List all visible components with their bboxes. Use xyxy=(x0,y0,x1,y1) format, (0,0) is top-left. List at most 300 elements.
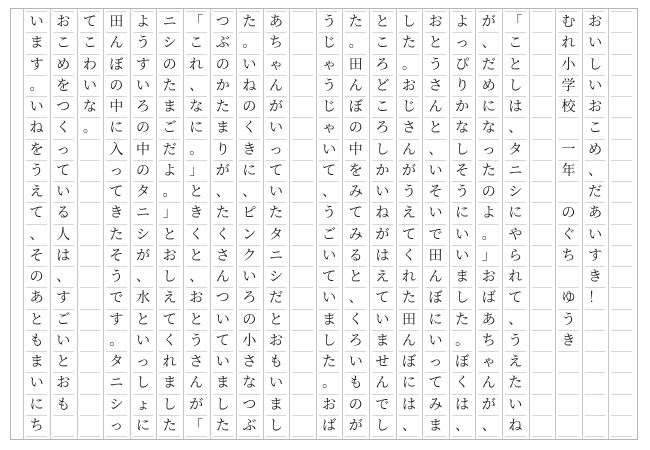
grid-cell: ま xyxy=(425,416,446,437)
grid-cell: た xyxy=(266,203,287,224)
grid-cell xyxy=(292,288,313,309)
grid-cell xyxy=(532,11,553,33)
grid-cell: も xyxy=(345,373,366,394)
grid-cell xyxy=(585,331,606,352)
grid-cell xyxy=(80,161,101,182)
grid-cell: シ xyxy=(106,395,127,416)
grid-cell: い xyxy=(239,55,260,76)
grid-cell: で xyxy=(425,225,446,246)
grid-cell: 田 xyxy=(425,246,446,267)
grid-cell: 、 xyxy=(585,161,606,182)
grid-cell: 。 xyxy=(478,225,499,246)
grid-cell: ク xyxy=(239,246,260,267)
grid-cell: お xyxy=(585,97,606,118)
grid-cell: タ xyxy=(106,352,127,373)
grid-cell: つ xyxy=(213,11,234,33)
grid-cell: く xyxy=(159,331,180,352)
grid-cell: と xyxy=(186,310,207,331)
grid-cell: し xyxy=(585,55,606,76)
text-column xyxy=(77,9,104,439)
grid-cell: を xyxy=(345,161,366,182)
grid-cell: 、 xyxy=(213,182,234,203)
grid-cell: す xyxy=(53,288,74,309)
grid-cell: っ xyxy=(478,140,499,161)
grid-cell xyxy=(292,118,313,139)
grid-cell xyxy=(292,140,313,161)
grid-cell: ぼ xyxy=(399,352,420,373)
text-column xyxy=(502,9,529,439)
grid-cell: ん xyxy=(425,267,446,288)
grid-cell: て xyxy=(319,267,340,288)
grid-cell: 、 xyxy=(239,182,260,203)
grid-cell: と xyxy=(266,310,287,331)
grid-cell: う xyxy=(558,310,579,331)
text-column xyxy=(342,9,369,439)
grid-cell: あ xyxy=(585,203,606,224)
grid-cell: つ xyxy=(239,395,260,416)
grid-cell xyxy=(53,416,74,437)
grid-cell: っ xyxy=(452,33,473,54)
grid-cell: 」 xyxy=(186,161,207,182)
grid-cell: き xyxy=(106,203,127,224)
grid-cell: い xyxy=(425,203,446,224)
grid-cell: 、 xyxy=(425,140,446,161)
grid-cell: ん xyxy=(399,140,420,161)
grid-cell: あ xyxy=(266,11,287,33)
grid-cell: ま xyxy=(213,373,234,394)
grid-cell: な xyxy=(452,118,473,139)
text-column xyxy=(210,9,237,439)
text-column xyxy=(236,9,263,439)
grid-cell: こ xyxy=(186,33,207,54)
grid-cell xyxy=(80,267,101,288)
grid-cell xyxy=(585,352,606,373)
grid-cell: は xyxy=(53,246,74,267)
grid-cell: タ xyxy=(266,225,287,246)
grid-cell: て xyxy=(213,331,234,352)
grid-cell: ち xyxy=(266,33,287,54)
grid-cell: い xyxy=(319,246,340,267)
grid-cell: の xyxy=(133,118,154,139)
grid-cell: っ xyxy=(53,140,74,161)
grid-cell: は xyxy=(505,97,526,118)
grid-cell: 。 xyxy=(26,76,47,97)
text-column xyxy=(449,9,476,439)
grid-cell xyxy=(292,373,313,394)
grid-cell: し xyxy=(159,395,180,416)
grid-cell: ろ xyxy=(372,55,393,76)
grid-cell: き xyxy=(239,140,260,161)
grid-cell: ニ xyxy=(159,11,180,33)
grid-cell: 。 xyxy=(159,182,180,203)
grid-cell: て xyxy=(319,161,340,182)
grid-cell xyxy=(80,416,101,437)
grid-cell: き xyxy=(558,331,579,352)
grid-cell: 、 xyxy=(478,33,499,54)
grid-cell: っ xyxy=(266,140,287,161)
grid-cell: ま xyxy=(319,310,340,331)
grid-cell xyxy=(611,225,632,246)
grid-cell: ぶ xyxy=(239,416,260,437)
grid-cell: ニ xyxy=(266,246,287,267)
grid-cell: れ xyxy=(505,267,526,288)
grid-cell xyxy=(80,352,101,373)
grid-cell: あ xyxy=(478,310,499,331)
grid-cell: す xyxy=(585,246,606,267)
text-column xyxy=(582,9,609,439)
grid-cell: か xyxy=(372,161,393,182)
grid-cell: く xyxy=(186,225,207,246)
grid-cell: た xyxy=(452,310,473,331)
grid-cell: つ xyxy=(213,288,234,309)
grid-cell xyxy=(585,373,606,394)
grid-cell: い xyxy=(505,395,526,416)
grid-cell: し xyxy=(399,11,420,33)
grid-cell: じ xyxy=(319,33,340,54)
grid-cell: え xyxy=(399,203,420,224)
grid-cell xyxy=(532,395,553,416)
grid-cell: い xyxy=(425,331,446,352)
grid-cell: ま xyxy=(266,395,287,416)
grid-cell: ま xyxy=(452,267,473,288)
grid-cell: が xyxy=(372,225,393,246)
grid-cell: こ xyxy=(372,97,393,118)
grid-cell xyxy=(80,373,101,394)
grid-cell: 入 xyxy=(106,140,127,161)
grid-cell xyxy=(558,267,579,288)
grid-cell: お xyxy=(266,331,287,352)
grid-cell xyxy=(585,395,606,416)
grid-cell xyxy=(532,246,553,267)
grid-cell: 田 xyxy=(106,11,127,33)
grid-cell: 。 xyxy=(80,118,101,139)
grid-cell xyxy=(611,416,632,437)
grid-cell: こ xyxy=(80,33,101,54)
text-column xyxy=(103,9,130,439)
grid-cell: い xyxy=(26,11,47,33)
grid-cell: た xyxy=(399,288,420,309)
grid-cell: と xyxy=(345,267,366,288)
grid-cell: う xyxy=(399,182,420,203)
grid-cell: な xyxy=(478,118,499,139)
grid-cell: い xyxy=(133,331,154,352)
grid-cell: て xyxy=(372,288,393,309)
grid-cell: み xyxy=(345,225,366,246)
grid-cell: く xyxy=(452,373,473,394)
grid-cell: ニ xyxy=(505,161,526,182)
grid-cell: い xyxy=(239,267,260,288)
grid-cell: を xyxy=(53,76,74,97)
grid-cell: ん xyxy=(372,373,393,394)
grid-cell: そ xyxy=(425,182,446,203)
grid-cell: は xyxy=(372,246,393,267)
grid-cell: す xyxy=(26,55,47,76)
grid-cell: い xyxy=(266,182,287,203)
grid-cell xyxy=(611,55,632,76)
grid-cell: そ xyxy=(452,161,473,182)
grid-cell: に xyxy=(425,310,446,331)
grid-cell: れ xyxy=(558,33,579,54)
grid-cell: ま xyxy=(159,97,180,118)
grid-cell: 人 xyxy=(53,225,74,246)
grid-cell xyxy=(532,182,553,203)
grid-cell: を xyxy=(26,140,47,161)
grid-cell: タ xyxy=(133,182,154,203)
grid-cell: て xyxy=(53,161,74,182)
grid-cell: つ xyxy=(53,97,74,118)
grid-cell xyxy=(558,395,579,416)
grid-cell: に xyxy=(186,118,207,139)
grid-cell: み xyxy=(345,182,366,203)
grid-cell: 、 xyxy=(26,225,47,246)
grid-cell: め xyxy=(585,140,606,161)
grid-cell: に xyxy=(26,395,47,416)
grid-cell: っ xyxy=(425,352,446,373)
grid-cell: し xyxy=(452,140,473,161)
grid-cell: た xyxy=(319,352,340,373)
grid-cell xyxy=(292,416,313,437)
grid-cell: っ xyxy=(106,161,127,182)
grid-cell: 中 xyxy=(106,97,127,118)
grid-cell xyxy=(532,33,553,54)
grid-cell: と xyxy=(159,225,180,246)
grid-cell: と xyxy=(505,55,526,76)
grid-cell: 、 xyxy=(345,288,366,309)
grid-cell: ピ xyxy=(239,203,260,224)
grid-cell: る xyxy=(345,246,366,267)
grid-cell: と xyxy=(53,352,74,373)
grid-cell: い xyxy=(213,352,234,373)
grid-cell: が xyxy=(478,11,499,33)
grid-cell: た xyxy=(106,225,127,246)
grid-cell xyxy=(532,140,553,161)
grid-cell: た xyxy=(213,203,234,224)
grid-cell: ん xyxy=(345,76,366,97)
grid-cell: ぼ xyxy=(106,55,127,76)
grid-cell: い xyxy=(80,76,101,97)
grid-cell: こ xyxy=(372,33,393,54)
grid-cell: と xyxy=(26,310,47,331)
grid-cell: に xyxy=(452,203,473,224)
text-column xyxy=(422,9,449,439)
grid-cell xyxy=(292,331,313,352)
grid-cell: に xyxy=(478,97,499,118)
grid-cell xyxy=(532,352,553,373)
grid-cell: 校 xyxy=(558,97,579,118)
grid-cell: の xyxy=(159,55,180,76)
grid-cell: い xyxy=(133,76,154,97)
grid-cell: だ xyxy=(585,182,606,203)
grid-cell: よ xyxy=(159,161,180,182)
grid-cell: ど xyxy=(372,76,393,97)
grid-cell: ご xyxy=(53,310,74,331)
grid-cell: す xyxy=(106,310,127,331)
grid-cell: く xyxy=(239,118,260,139)
grid-cell: じ xyxy=(319,97,340,118)
grid-cell: し xyxy=(372,416,393,437)
grid-cell: い xyxy=(53,182,74,203)
grid-cell xyxy=(532,288,553,309)
grid-cell: て xyxy=(266,161,287,182)
grid-cell: い xyxy=(319,140,340,161)
text-column xyxy=(23,9,50,439)
grid-cell: な xyxy=(239,373,260,394)
grid-cell: し xyxy=(372,140,393,161)
grid-cell: じ xyxy=(399,97,420,118)
grid-cell: 。 xyxy=(399,55,420,76)
grid-cell: え xyxy=(372,267,393,288)
grid-cell: そ xyxy=(106,246,127,267)
grid-cell: に xyxy=(399,373,420,394)
grid-cell: 、 xyxy=(505,118,526,139)
grid-cell: よ xyxy=(133,11,154,33)
text-column xyxy=(130,9,157,439)
text-column xyxy=(608,9,635,439)
grid-cell xyxy=(611,288,632,309)
grid-cell: な xyxy=(186,97,207,118)
grid-cell: 中 xyxy=(345,140,366,161)
grid-cell: お xyxy=(478,267,499,288)
text-column xyxy=(369,9,396,439)
grid-cell: お xyxy=(53,11,74,33)
grid-cell: ご xyxy=(159,118,180,139)
grid-cell xyxy=(611,76,632,97)
grid-cell: シ xyxy=(159,33,180,54)
grid-cell: し xyxy=(266,416,287,437)
grid-cell: っ xyxy=(106,416,127,437)
grid-cell: し xyxy=(159,267,180,288)
grid-cell: 中 xyxy=(133,140,154,161)
grid-cell: こ xyxy=(53,33,74,54)
grid-cell: れ xyxy=(159,352,180,373)
grid-cell: 。 xyxy=(239,33,260,54)
grid-cell: と xyxy=(133,310,154,331)
grid-cell xyxy=(292,11,313,33)
grid-cell: は xyxy=(452,395,473,416)
grid-cell: て xyxy=(80,11,101,33)
grid-cell: と xyxy=(425,33,446,54)
grid-cell: だ xyxy=(266,288,287,309)
grid-cell xyxy=(611,267,632,288)
grid-cell xyxy=(532,373,553,394)
grid-cell: ん xyxy=(186,373,207,394)
grid-cell xyxy=(611,11,632,33)
grid-cell xyxy=(558,182,579,203)
grid-cell xyxy=(292,352,313,373)
grid-cell: 小 xyxy=(558,55,579,76)
grid-cell: ろ xyxy=(133,97,154,118)
grid-cell: ん xyxy=(478,373,499,394)
grid-cell: き xyxy=(186,203,207,224)
grid-cell: と xyxy=(186,182,207,203)
grid-cell xyxy=(611,352,632,373)
grid-cell: ん xyxy=(425,97,446,118)
text-column xyxy=(263,9,290,439)
grid-cell: が xyxy=(399,161,420,182)
grid-cell: お xyxy=(399,76,420,97)
grid-cell: い xyxy=(266,373,287,394)
grid-cell: り xyxy=(213,140,234,161)
grid-cell: ん xyxy=(266,76,287,97)
grid-cell: ゃ xyxy=(478,352,499,373)
grid-cell xyxy=(558,416,579,437)
grid-cell: く xyxy=(399,246,420,267)
grid-cell: 田 xyxy=(345,55,366,76)
grid-cell: シ xyxy=(133,225,154,246)
grid-cell: タ xyxy=(505,140,526,161)
grid-cell: で xyxy=(106,288,127,309)
grid-cell: た xyxy=(213,416,234,437)
grid-cell: ぴ xyxy=(452,55,473,76)
grid-cell: 学 xyxy=(558,76,579,97)
grid-cell: ン xyxy=(239,225,260,246)
grid-cell: ま xyxy=(26,33,47,54)
grid-cell: う xyxy=(452,182,473,203)
grid-cell xyxy=(80,203,101,224)
grid-cell: さ xyxy=(399,118,420,139)
grid-cell: ぼ xyxy=(345,97,366,118)
grid-cell: さ xyxy=(425,76,446,97)
grid-cell: た xyxy=(159,416,180,437)
grid-cell: ゆ xyxy=(558,288,579,309)
text-column xyxy=(396,9,423,439)
grid-cell: わ xyxy=(80,55,101,76)
grid-cell: 「 xyxy=(186,11,207,33)
grid-cell: う xyxy=(186,331,207,352)
grid-cell: が xyxy=(186,395,207,416)
grid-cell: し xyxy=(505,76,526,97)
grid-cell: ろ xyxy=(239,288,260,309)
grid-cell: 、 xyxy=(53,267,74,288)
grid-cell: う xyxy=(425,55,446,76)
grid-cell xyxy=(292,161,313,182)
grid-cell: せ xyxy=(372,352,393,373)
grid-cell xyxy=(532,76,553,97)
grid-cell: が xyxy=(213,161,234,182)
grid-cell xyxy=(611,395,632,416)
grid-cell xyxy=(532,310,553,331)
grid-cell: の xyxy=(213,55,234,76)
grid-cell xyxy=(611,118,632,139)
grid-cell: え xyxy=(159,288,180,309)
grid-cell: お xyxy=(585,11,606,33)
grid-cell: て xyxy=(106,182,127,203)
grid-cell: に xyxy=(505,203,526,224)
grid-cell: い xyxy=(26,97,47,118)
grid-cell: 。 xyxy=(452,331,473,352)
grid-cell: た xyxy=(159,76,180,97)
grid-cell xyxy=(532,161,553,182)
grid-cell: い xyxy=(53,331,74,352)
manuscript-columns xyxy=(23,9,635,439)
grid-cell: し xyxy=(133,373,154,394)
grid-cell: ぼ xyxy=(425,288,446,309)
grid-cell: う xyxy=(319,11,340,33)
grid-cell: ろ xyxy=(345,331,366,352)
grid-cell: い xyxy=(213,310,234,331)
grid-cell xyxy=(532,55,553,76)
grid-cell: た xyxy=(239,11,260,33)
grid-cell xyxy=(532,267,553,288)
grid-cell xyxy=(80,288,101,309)
grid-cell: し xyxy=(213,395,234,416)
grid-cell: の xyxy=(106,76,127,97)
grid-cell: の xyxy=(133,161,154,182)
grid-cell xyxy=(292,267,313,288)
grid-cell: シ xyxy=(266,267,287,288)
grid-cell: 田 xyxy=(399,310,420,331)
grid-cell: に xyxy=(239,161,260,182)
